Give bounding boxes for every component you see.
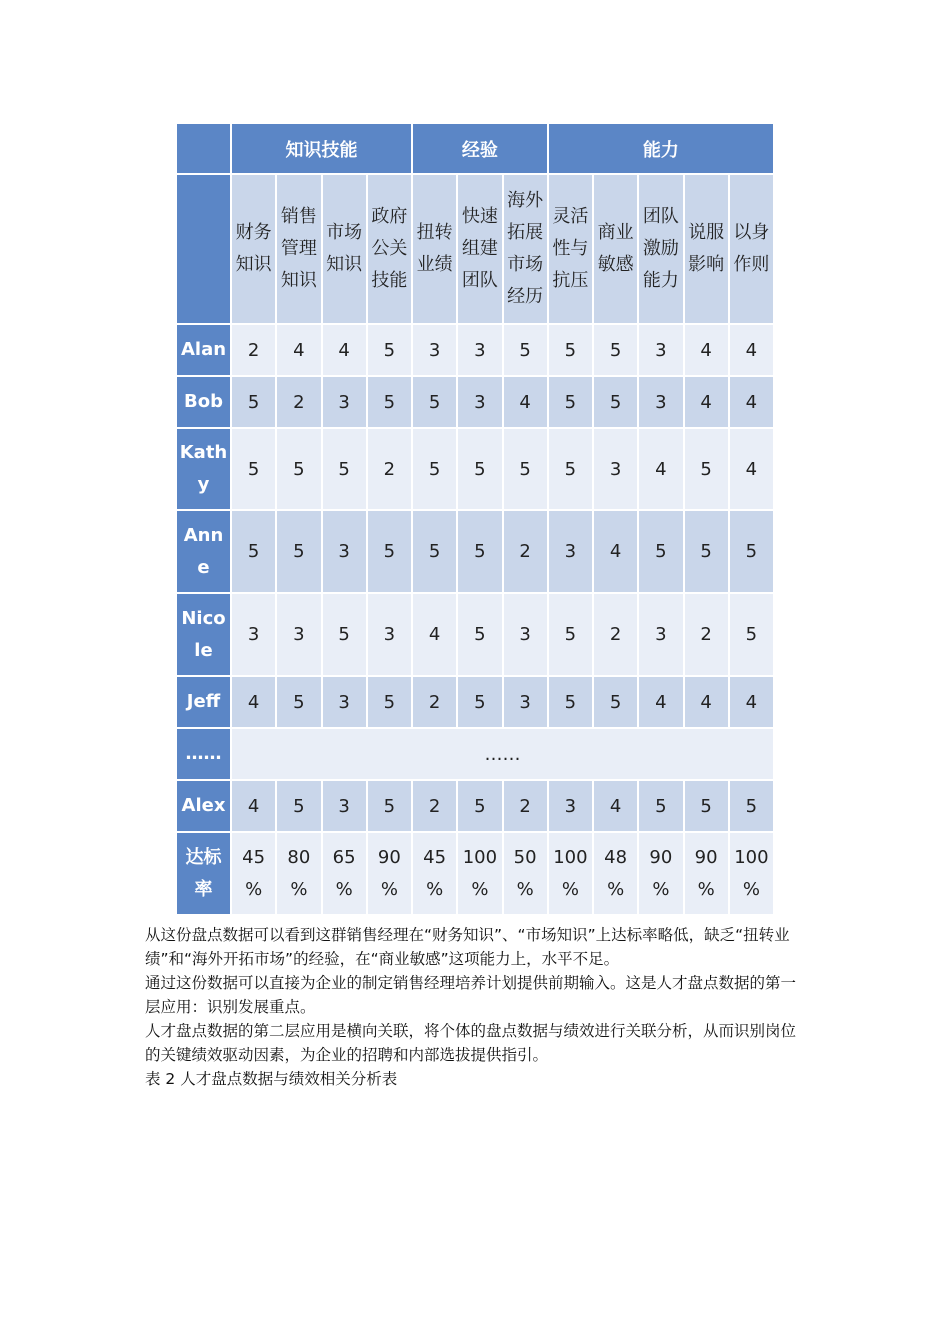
row-label: Ann e	[177, 511, 230, 592]
score-cell: 5	[594, 377, 637, 427]
score-cell: 4	[232, 781, 275, 831]
score-cell: 2	[504, 511, 547, 592]
column-header: 团队 激励 能力	[639, 175, 682, 323]
score-cell: 2	[594, 594, 637, 675]
score-cell: 5	[277, 511, 320, 592]
score-cell: 5	[458, 511, 501, 592]
score-cell: 5	[549, 429, 592, 509]
rate-cell: 80 %	[277, 833, 320, 914]
table-caption: 表 2 人才盘点数据与绩效相关分析表	[145, 1070, 398, 1088]
score-cell: 5	[368, 325, 411, 375]
group-header: 知识技能	[232, 124, 411, 173]
score-cell: 5	[368, 511, 411, 592]
rate-cell: 45 %	[232, 833, 275, 914]
score-cell: 3	[639, 325, 682, 375]
score-cell: 2	[413, 781, 456, 831]
score-cell: 4	[730, 677, 773, 727]
score-cell: 5	[232, 377, 275, 427]
score-cell: 5	[277, 677, 320, 727]
rate-cell: 100 %	[730, 833, 773, 914]
column-header: 以身 作则	[730, 175, 773, 323]
talent-review-table	[177, 124, 773, 914]
score-cell: 4	[730, 325, 773, 375]
score-cell: 5	[413, 377, 456, 427]
score-cell: 5	[594, 677, 637, 727]
row-label: Jeff	[177, 677, 230, 727]
score-cell: 5	[685, 511, 728, 592]
score-cell: 2	[368, 429, 411, 509]
score-cell: 5	[504, 325, 547, 375]
score-cell: 5	[413, 429, 456, 509]
column-header: 灵活 性与 抗压	[549, 175, 592, 323]
score-cell: 3	[594, 429, 637, 509]
score-cell: 3	[413, 325, 456, 375]
row-label: Alex	[177, 781, 230, 831]
row-label: Alan	[177, 325, 230, 375]
score-cell: 3	[504, 594, 547, 675]
score-cell: 4	[413, 594, 456, 675]
score-cell: 5	[458, 429, 501, 509]
score-cell: 5	[730, 511, 773, 592]
score-cell: 3	[323, 677, 366, 727]
score-cell: 5	[594, 325, 637, 375]
score-cell: 4	[685, 325, 728, 375]
paragraph-2: 通过这份数据可以直接为企业的制定销售经理培养计划提供前期输入。这是人才盘点数据的第一层应用：识别发展重点。	[145, 974, 797, 1016]
row-label: Kath y	[177, 429, 230, 509]
score-cell: 4	[594, 781, 637, 831]
row-label: Bob	[177, 377, 230, 427]
row-label: ……	[177, 729, 230, 779]
column-header: 市场 知识	[323, 175, 366, 323]
score-cell: 5	[323, 594, 366, 675]
score-cell: 4	[639, 429, 682, 509]
score-cell: 4	[685, 677, 728, 727]
score-cell: 3	[458, 377, 501, 427]
rate-cell: 90 %	[368, 833, 411, 914]
score-cell: 5	[232, 429, 275, 509]
column-header: 快速 组建 团队	[458, 175, 501, 323]
score-cell: 4	[277, 325, 320, 375]
analysis-text	[145, 923, 805, 1091]
score-cell: 4	[504, 377, 547, 427]
rate-cell: 90 %	[639, 833, 682, 914]
ellipsis-cell: ……	[232, 729, 773, 779]
score-cell: 2	[277, 377, 320, 427]
score-cell: 4	[639, 677, 682, 727]
score-cell: 5	[685, 781, 728, 831]
rate-cell: 65 %	[323, 833, 366, 914]
corner-cell	[177, 175, 230, 323]
paragraph-3: 人才盘点数据的第二层应用是横向关联，将个体的盘点数据与绩效进行关联分析，从而识别岗位的关键绩效驱动因素，为企业的招聘和内部选拔提供指引。	[145, 1022, 797, 1064]
score-cell: 5	[504, 429, 547, 509]
score-cell: 2	[504, 781, 547, 831]
score-cell: 5	[639, 781, 682, 831]
score-cell: 4	[730, 377, 773, 427]
row-label: 达标 率	[177, 833, 230, 914]
score-cell: 3	[323, 377, 366, 427]
group-header: 能力	[549, 124, 773, 173]
score-cell: 5	[232, 511, 275, 592]
score-cell: 5	[413, 511, 456, 592]
group-header: 经验	[413, 124, 547, 173]
score-cell: 5	[458, 781, 501, 831]
rate-cell: 100 %	[458, 833, 501, 914]
paragraph-1: 从这份盘点数据可以看到这群销售经理在“财务知识”、“市场知识”上达标率略低，缺乏“扭转业绩”和“海外开拓市场”的经验，在“商业敏感”这项能力上，水平不足。	[145, 926, 790, 968]
score-cell: 5	[730, 594, 773, 675]
score-cell: 3	[504, 677, 547, 727]
rate-cell: 50 %	[504, 833, 547, 914]
score-cell: 3	[277, 594, 320, 675]
score-cell: 5	[368, 377, 411, 427]
row-label: Nico le	[177, 594, 230, 675]
score-cell: 3	[368, 594, 411, 675]
score-cell: 5	[368, 781, 411, 831]
score-cell: 4	[730, 429, 773, 509]
score-cell: 5	[685, 429, 728, 509]
score-cell: 5	[458, 594, 501, 675]
score-cell: 3	[639, 377, 682, 427]
score-cell: 5	[549, 377, 592, 427]
score-cell: 3	[458, 325, 501, 375]
corner-cell	[177, 124, 230, 173]
column-header: 商业 敏感	[594, 175, 637, 323]
score-cell: 5	[549, 594, 592, 675]
score-cell: 4	[685, 377, 728, 427]
score-cell: 3	[323, 781, 366, 831]
score-cell: 4	[594, 511, 637, 592]
score-cell: 4	[232, 677, 275, 727]
score-cell: 3	[323, 511, 366, 592]
score-cell: 5	[277, 781, 320, 831]
score-cell: 5	[549, 325, 592, 375]
score-cell: 5	[368, 677, 411, 727]
rate-cell: 90 %	[685, 833, 728, 914]
score-cell: 3	[639, 594, 682, 675]
column-header: 海外 拓展 市场 经历	[504, 175, 547, 323]
score-cell: 5	[458, 677, 501, 727]
score-cell: 2	[232, 325, 275, 375]
rate-cell: 100 %	[549, 833, 592, 914]
column-header: 政府 公关 技能	[368, 175, 411, 323]
column-header: 销售 管理 知识	[277, 175, 320, 323]
score-cell: 5	[549, 677, 592, 727]
score-cell: 4	[323, 325, 366, 375]
score-cell: 5	[639, 511, 682, 592]
score-cell: 3	[549, 511, 592, 592]
score-cell: 2	[685, 594, 728, 675]
score-cell: 5	[277, 429, 320, 509]
score-cell: 5	[730, 781, 773, 831]
rate-cell: 45 %	[413, 833, 456, 914]
score-cell: 5	[323, 429, 366, 509]
rate-cell: 48 %	[594, 833, 637, 914]
score-cell: 3	[549, 781, 592, 831]
column-header: 扭转 业绩	[413, 175, 456, 323]
score-cell: 2	[413, 677, 456, 727]
column-header: 说服 影响	[685, 175, 728, 323]
column-header: 财务 知识	[232, 175, 275, 323]
score-cell: 3	[232, 594, 275, 675]
